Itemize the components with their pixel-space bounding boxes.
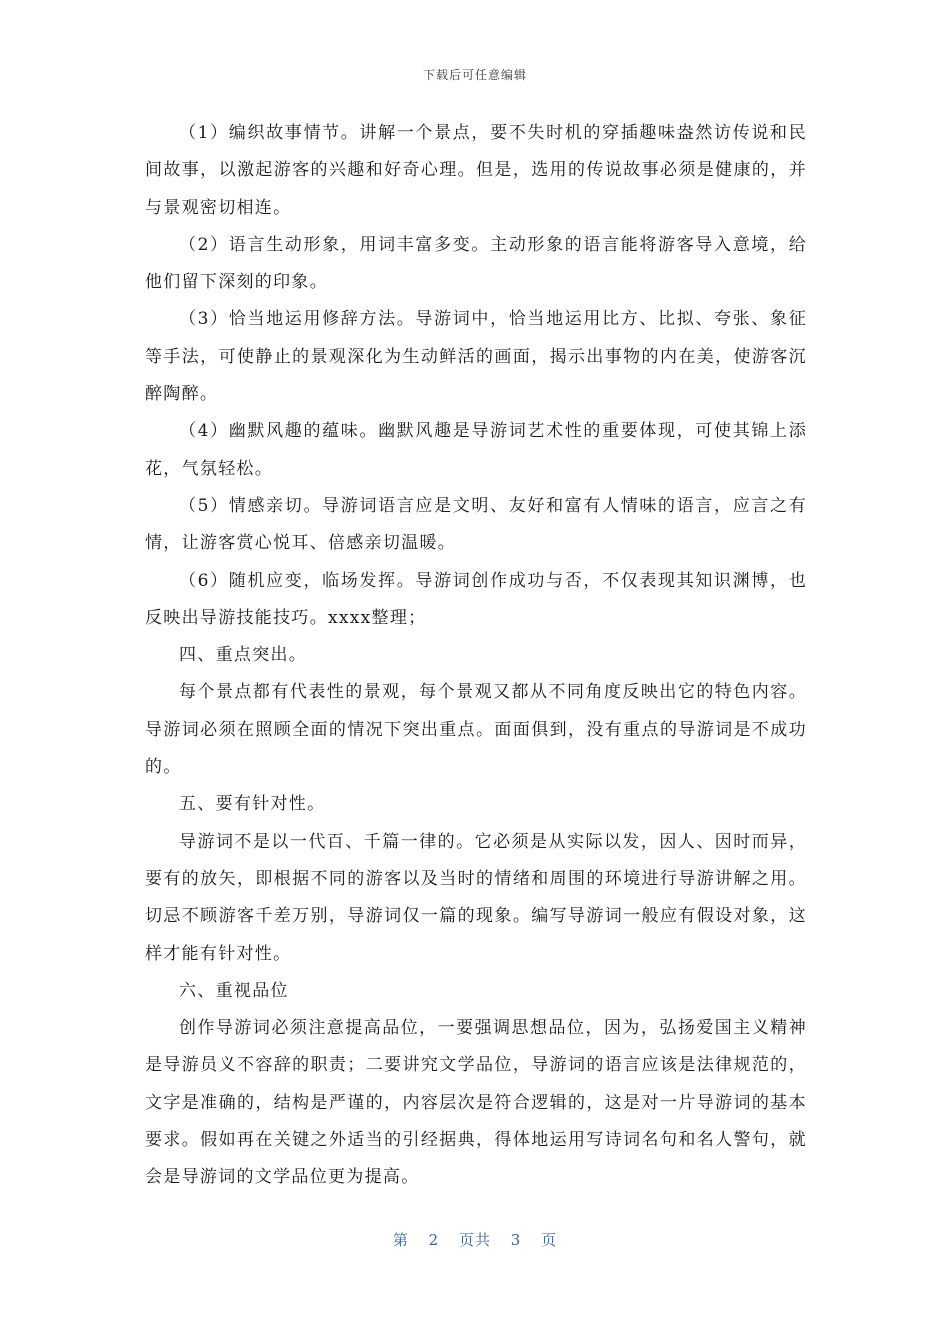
- paragraph: （2）语言生动形象，用词丰富多变。主动形象的语言能将游客导入意境，给他们留下深刻的印象。: [145, 234, 807, 293]
- section-heading: 六、重视品位: [179, 980, 289, 1001]
- paragraph: （1）编织故事情节。讲解一个景点，要不失时机的穿插趣味盎然访传说和民间故事，以激起游客的兴趣和好奇心理。但是，选用的传说故事必须是健康的，并与景观密切相连。: [145, 123, 807, 218]
- page-number-footer: [0, 1229, 950, 1250]
- paragraph: （6）随机应变，临场发挥。导游词创作成功与否，不仅表现其知识渊博，也反映出导游技能技巧。xxxx整理；: [145, 570, 807, 628]
- page-label-mid: 页共: [458, 1231, 491, 1249]
- section-heading: 五、要有针对性。: [179, 794, 326, 815]
- current-page-number: 2: [428, 1231, 440, 1249]
- page-label-suffix: 页: [541, 1231, 558, 1249]
- paragraph: （5）情感亲切。导游词语言应是文明、友好和富有人情味的语言，应言之有情，让游客赏心悦耳、倍感亲切温暖。: [145, 495, 807, 554]
- paragraph: 导游词不是以一代百、千篇一律的。它必须是从实际以发，因人、因时而异，要有的放矢，即根据不同的游客以及当时的情绪和周围的环境进行导游讲解之用。切忌不顾游客千差万别，导游词仅一篇的现象。编写导游词一般应有假设对象，这样才能有针对性。: [145, 831, 807, 964]
- page-label-prefix: 第: [392, 1231, 409, 1249]
- paragraph: 创作导游词必须注意提高品位，一要强调思想品位，因为，弘扬爱国主义精神是导游员义不容辞的职责；二要讲究文学品位，导游词的语言应该是法律规范的，文字是准确的，结构是严谨的，内容层次是符合逻辑的，这是对一片导游词的基本要求。假如再在关键之外适当的引经据典，得体地运用写诗词名句和名人警句，就会是导游词的文学品位更为提高。: [145, 1018, 807, 1188]
- section-heading: 四、重点突出。: [179, 645, 308, 666]
- total-pages-number: 3: [510, 1231, 522, 1249]
- paragraph: 每个景点都有代表性的景观，每个景观又都从不同角度反映出它的特色内容。导游词必须在照顾全面的情况下突出重点。面面俱到，没有重点的导游词是不成功的。: [145, 682, 807, 778]
- document-body: [145, 115, 807, 1197]
- paragraph: （4）幽默风趣的蕴味。幽默风趣是导游词艺术性的重要体现，可使其锦上添花，气氛轻松。: [145, 421, 807, 479]
- page-header: 下载后可任意编辑: [422, 68, 527, 82]
- paragraph: （3）恰当地运用修辞方法。导游词中，恰当地运用比方、比拟、夸张、象征等手法，可使静止的景观深化为生动鲜活的画面，揭示出事物的内在美，使游客沉醉陶醉。: [145, 309, 807, 405]
